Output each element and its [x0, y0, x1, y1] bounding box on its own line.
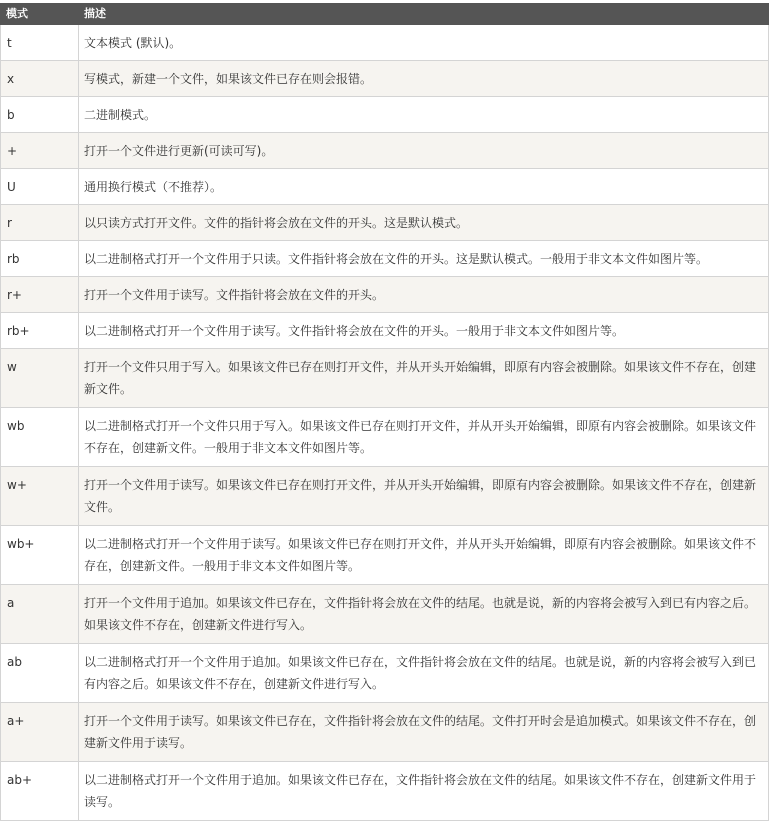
table-row	[1, 703, 769, 762]
mode-cell: b	[1, 97, 79, 133]
mode-cell: w	[1, 349, 79, 408]
mode-cell: rb	[1, 241, 79, 277]
description-cell: 通用换行模式（不推荐）。	[79, 169, 769, 205]
table-row	[1, 349, 769, 408]
table-row	[1, 644, 769, 703]
description-cell: 以二进制格式打开一个文件用于只读。文件指针将会放在文件的开头。这是默认模式。一般用于非文本文件如图片等。	[79, 241, 769, 277]
description-cell: 以二进制格式打开一个文件用于追加。如果该文件已存在，文件指针将会放在文件的结尾。如果该文件不存在，创建新文件用于读写。	[79, 762, 769, 821]
table-row	[1, 169, 769, 205]
table-row	[1, 97, 769, 133]
table-row	[1, 762, 769, 821]
mode-cell: +	[1, 133, 79, 169]
description-cell: 打开一个文件用于读写。文件指针将会放在文件的开头。	[79, 277, 769, 313]
table-row	[1, 313, 769, 349]
table-row	[1, 526, 769, 585]
description-cell: 写模式，新建一个文件，如果该文件已存在则会报错。	[79, 61, 769, 97]
mode-cell: r	[1, 205, 79, 241]
mode-cell: a	[1, 585, 79, 644]
mode-cell: a+	[1, 703, 79, 762]
table-row	[1, 585, 769, 644]
mode-cell: wb+	[1, 526, 79, 585]
mode-cell: ab+	[1, 762, 79, 821]
header-description: 描述	[79, 4, 769, 25]
table-row	[1, 25, 769, 61]
header-mode: 模式	[1, 4, 79, 25]
description-cell: 文本模式 (默认)。	[79, 25, 769, 61]
description-cell: 以二进制格式打开一个文件用于追加。如果该文件已存在，文件指针将会放在文件的结尾。也就是说，新的内容将会被写入到已有内容之后。如果该文件不存在，创建新文件进行写入。	[79, 644, 769, 703]
description-cell: 打开一个文件用于追加。如果该文件已存在，文件指针将会放在文件的结尾。也就是说，新的内容将会被写入到已有内容之后。如果该文件不存在，创建新文件进行写入。	[79, 585, 769, 644]
description-cell: 以只读方式打开文件。文件的指针将会放在文件的开头。这是默认模式。	[79, 205, 769, 241]
description-cell: 打开一个文件进行更新(可读可写)。	[79, 133, 769, 169]
mode-cell: w+	[1, 467, 79, 526]
table-row	[1, 277, 769, 313]
table-row	[1, 61, 769, 97]
mode-cell: ab	[1, 644, 79, 703]
file-mode-table	[0, 3, 769, 821]
description-cell: 以二进制格式打开一个文件只用于写入。如果该文件已存在则打开文件，并从开头开始编辑，即原有内容会被删除。如果该文件不存在，创建新文件。一般用于非文本文件如图片等。	[79, 408, 769, 467]
description-cell: 打开一个文件用于读写。如果该文件已存在，文件指针将会放在文件的结尾。文件打开时会是追加模式。如果该文件不存在，创建新文件用于读写。	[79, 703, 769, 762]
description-cell: 以二进制格式打开一个文件用于读写。文件指针将会放在文件的开头。一般用于非文本文件如图片等。	[79, 313, 769, 349]
mode-cell: U	[1, 169, 79, 205]
table-header-row	[1, 4, 769, 25]
description-cell: 二进制模式。	[79, 97, 769, 133]
table-row	[1, 241, 769, 277]
description-cell: 打开一个文件只用于写入。如果该文件已存在则打开文件，并从开头开始编辑，即原有内容会被删除。如果该文件不存在，创建新文件。	[79, 349, 769, 408]
mode-cell: wb	[1, 408, 79, 467]
description-cell: 以二进制格式打开一个文件用于读写。如果该文件已存在则打开文件，并从开头开始编辑，即原有内容会被删除。如果该文件不存在，创建新文件。一般用于非文本文件如图片等。	[79, 526, 769, 585]
table-row	[1, 133, 769, 169]
table-row	[1, 205, 769, 241]
description-cell: 打开一个文件用于读写。如果该文件已存在则打开文件，并从开头开始编辑，即原有内容会被删除。如果该文件不存在，创建新文件。	[79, 467, 769, 526]
mode-cell: r+	[1, 277, 79, 313]
mode-cell: t	[1, 25, 79, 61]
file-mode-table-container	[0, 3, 768, 821]
table-row	[1, 467, 769, 526]
mode-cell: x	[1, 61, 79, 97]
table-row	[1, 408, 769, 467]
mode-cell: rb+	[1, 313, 79, 349]
